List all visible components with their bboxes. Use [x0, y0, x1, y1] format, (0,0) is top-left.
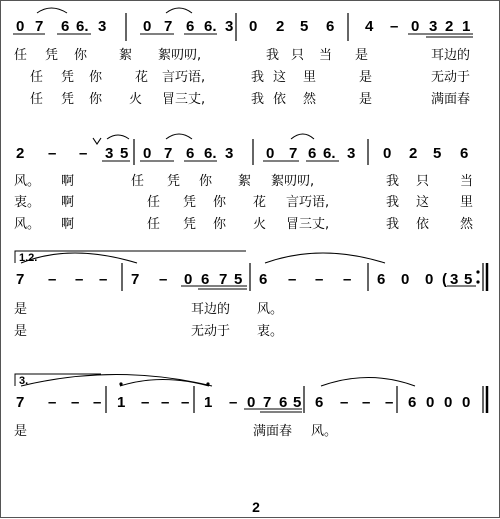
note: 6	[315, 394, 324, 411]
note: 6	[408, 394, 417, 411]
lyric-syllable: 凭	[167, 174, 181, 189]
lyric-syllable: 是	[359, 70, 373, 85]
note: –	[181, 394, 190, 411]
lyric-syllable: 你	[199, 174, 213, 189]
note: 0	[401, 271, 410, 288]
lyric-syllable: 凭	[183, 195, 197, 210]
breath-mark	[93, 138, 101, 144]
lyric-syllable: 满面春	[253, 424, 293, 439]
note: 5	[300, 18, 309, 35]
lyric-syllable: 任	[147, 195, 161, 210]
lyric-syllable: 然	[460, 217, 474, 232]
note: 7	[35, 18, 44, 35]
lyric-syllable: 我	[251, 70, 265, 85]
lyric-syllable: 火	[129, 92, 143, 107]
lyric-syllable: 依	[273, 92, 287, 107]
note: (	[442, 271, 447, 288]
lyric-syllable: 冒三丈,	[286, 217, 330, 232]
note: 6	[201, 271, 210, 288]
note: –	[315, 271, 324, 288]
underlines	[13, 34, 476, 412]
note: 7	[131, 271, 140, 288]
lyric-syllable: 是	[355, 48, 369, 63]
lyric-syllable: 风。	[311, 424, 338, 439]
note: –	[159, 271, 168, 288]
note: 0	[143, 18, 152, 35]
note: 5	[464, 271, 473, 288]
note: 0	[247, 394, 256, 411]
lyric-syllable: 任	[147, 217, 161, 232]
note: 7	[16, 394, 25, 411]
lyric-syllable: 任	[131, 174, 145, 189]
note: 0	[16, 18, 25, 35]
note: 6	[326, 18, 335, 35]
lyric-syllable: 你	[89, 92, 103, 107]
lyric-syllable: 凭	[45, 48, 59, 63]
lyric-syllable: 衷。	[257, 324, 284, 339]
lyric-syllable: 凭	[183, 217, 197, 232]
lyric-syllable: 我	[386, 195, 400, 210]
page-number: 2	[252, 499, 260, 515]
note: –	[48, 394, 57, 411]
note: –	[288, 271, 297, 288]
note: 6	[186, 145, 195, 162]
note: 2	[276, 18, 285, 35]
lyric-syllable: 我	[266, 48, 280, 63]
lyric-syllable: 只	[416, 174, 430, 189]
note: 6.	[204, 145, 217, 162]
note: 0	[462, 394, 471, 411]
lyric-syllable: 风。	[14, 217, 41, 232]
note: 6	[61, 18, 70, 35]
note: –	[99, 271, 108, 288]
lyric-syllable: 絮	[238, 174, 252, 189]
note: 0	[184, 271, 193, 288]
note: 6	[460, 145, 469, 162]
lyric-syllable: 耳边的	[431, 48, 471, 63]
lyric-syllable: 是	[14, 424, 28, 439]
note: 0	[383, 145, 392, 162]
note: 3	[98, 18, 107, 35]
note: –	[385, 394, 394, 411]
lyric-syllable: 冒三丈,	[162, 92, 206, 107]
note: 3	[347, 145, 356, 162]
lyric-syllable: 这	[273, 70, 287, 85]
lyric-syllable: 依	[416, 217, 430, 232]
note: 0	[143, 145, 152, 162]
note: –	[340, 394, 349, 411]
lyric-syllable: 然	[303, 92, 317, 107]
note: 0	[249, 18, 258, 35]
note: 2	[16, 145, 25, 162]
note: –	[93, 394, 102, 411]
note: 6	[377, 271, 386, 288]
note: 2	[445, 18, 454, 35]
lyric-syllable: 花	[253, 195, 267, 210]
lyric-syllable: 任	[14, 48, 28, 63]
note: 5	[293, 394, 302, 411]
lyric-syllable: 满面春	[431, 92, 471, 107]
note: –	[79, 145, 88, 162]
note-layer	[16, 18, 472, 411]
lyric-syllable: 凭	[61, 70, 75, 85]
note: –	[48, 145, 57, 162]
note: 7	[164, 18, 173, 35]
lyric-syllable: 里	[303, 70, 317, 85]
note: 5	[433, 145, 442, 162]
jianpu-score	[1, 1, 500, 519]
note: 1	[204, 394, 213, 411]
note: 6.	[76, 18, 89, 35]
lyric-syllable: 无动于	[191, 324, 231, 339]
note: 7	[263, 394, 272, 411]
lyric-syllable: 凭	[61, 92, 75, 107]
lyric-syllable: 絮叨叨,	[271, 174, 315, 189]
note: 1	[462, 18, 471, 35]
note: 3	[225, 18, 234, 35]
note: 6	[186, 18, 195, 35]
lyric-syllable: 风。	[14, 174, 41, 189]
note: 3	[450, 271, 459, 288]
note: 6	[308, 145, 317, 162]
note: 6.	[323, 145, 336, 162]
note: –	[362, 394, 371, 411]
lyric-syllable: 言巧语,	[162, 70, 206, 85]
lyric-syllable: 耳边的	[191, 302, 231, 317]
lyric-syllable: 无动于	[431, 70, 471, 85]
note: –	[390, 18, 399, 35]
note: 2	[409, 145, 418, 162]
lyric-syllable: 风。	[257, 302, 284, 317]
lyric-syllable: 絮叨叨,	[158, 48, 202, 63]
note: 1	[117, 394, 126, 411]
note: 3	[429, 18, 438, 35]
note: –	[48, 271, 57, 288]
lyric-syllable: 这	[416, 195, 430, 210]
lyric-syllable: 衷。	[14, 195, 41, 210]
lyric-syllable: 是	[14, 302, 28, 317]
lyric-syllable: 你	[213, 217, 227, 232]
note: –	[75, 271, 84, 288]
lyric-syllable: 是	[14, 324, 28, 339]
note: –	[71, 394, 80, 411]
note: 7	[164, 145, 173, 162]
note: 0	[444, 394, 453, 411]
lyric-syllable: 我	[386, 217, 400, 232]
note: –	[343, 271, 352, 288]
note: 5	[120, 145, 129, 162]
note: 6	[259, 271, 268, 288]
note: 0	[411, 18, 420, 35]
lyric-syllable: 你	[213, 195, 227, 210]
note: 3	[225, 145, 234, 162]
note: –	[141, 394, 150, 411]
lyric-syllable: 是	[359, 92, 373, 107]
lyric-syllable: 啊	[61, 174, 75, 189]
note: 4	[365, 18, 374, 35]
volta-label: 1.2.	[19, 252, 38, 264]
lyric-syllable: 任	[30, 92, 44, 107]
note: 7	[219, 271, 228, 288]
note: –	[229, 394, 238, 411]
lyric-syllable: 里	[460, 195, 474, 210]
repeat-dots	[476, 270, 479, 283]
lyric-layer	[14, 47, 474, 439]
lyric-syllable: 你	[89, 70, 103, 85]
note: –	[161, 394, 170, 411]
lyric-syllable: 当	[460, 174, 474, 189]
lyric-syllable: 言巧语,	[286, 195, 330, 210]
lyric-syllable: 只	[291, 48, 305, 63]
note: 0	[426, 394, 435, 411]
note: 6	[279, 394, 288, 411]
note: 5	[234, 271, 243, 288]
note: 3	[105, 145, 114, 162]
lyric-syllable: 你	[74, 48, 88, 63]
volta-label: 3.	[19, 375, 29, 387]
lyric-syllable: 当	[319, 48, 333, 63]
note: 7	[16, 271, 25, 288]
lyric-syllable: 任	[30, 70, 44, 85]
lyric-syllable: 火	[253, 217, 267, 232]
lyric-syllable: 絮	[119, 48, 133, 63]
lyric-syllable: 我	[251, 92, 265, 107]
lyric-syllable: 啊	[61, 195, 75, 210]
note: 7	[289, 145, 298, 162]
note: 0	[266, 145, 275, 162]
note: 6.	[204, 18, 217, 35]
lyric-syllable: 啊	[61, 217, 75, 232]
note: 0	[425, 271, 434, 288]
lyric-syllable: 花	[135, 70, 149, 85]
lyric-syllable: 我	[386, 174, 400, 189]
